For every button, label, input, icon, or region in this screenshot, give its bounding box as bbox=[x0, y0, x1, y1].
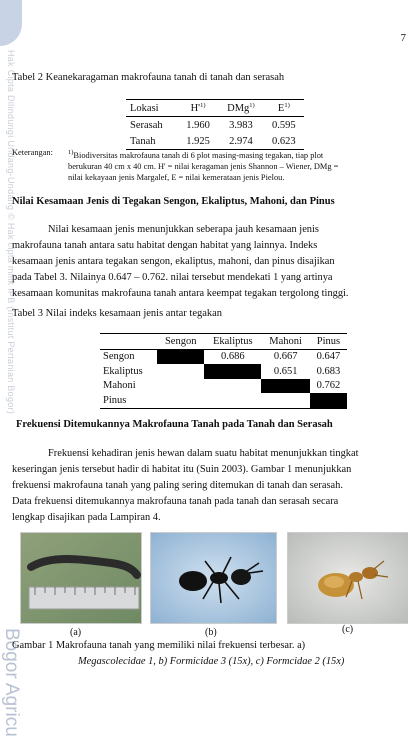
figure-label-c: (c) bbox=[342, 624, 354, 635]
paragraph-line: Data frekuensi ditemukannya makrofauna tanah pada tanah dan serasah secara bbox=[12, 496, 339, 507]
figure-label-a: (a) bbox=[70, 627, 82, 638]
table2-header-cell: Lokasi bbox=[126, 100, 178, 117]
table3-header-cell: Sengon bbox=[157, 334, 204, 350]
table2-header-cell: DMg$^{1)}$ bbox=[218, 100, 263, 117]
table2-header-row bbox=[126, 100, 304, 117]
table-row bbox=[100, 364, 347, 379]
watermark-side-text: Hak Cipta Dilindungi Undang-Undang © Hak cipta milik IPB (Institut Pertanian Bogor) bbox=[6, 50, 16, 415]
table-cell: 1.925 bbox=[178, 133, 218, 150]
figure1-caption bbox=[12, 638, 406, 670]
table-row-label: Mahoni bbox=[103, 380, 136, 392]
redacted-cell bbox=[261, 379, 309, 394]
table-cell bbox=[157, 379, 204, 394]
figure-label-b: (b) bbox=[205, 627, 217, 638]
table-cell: 3.983 bbox=[229, 119, 253, 131]
table-row bbox=[100, 349, 347, 364]
page-number: 7 bbox=[400, 32, 406, 44]
table-cell: 1.960 bbox=[186, 119, 210, 131]
paragraph-line: lengkap disajikan pada Lampiran 4. bbox=[12, 512, 161, 523]
table-row-label: Sengon bbox=[103, 351, 135, 363]
table2-note-line: berukuran 40 cm x 40 cm. H' = nilai keragaman jenis Shannon – Wiener, DMg = bbox=[68, 162, 339, 171]
paragraph-line: frekuensi makrofauna tanah yang paling sering ditemukan di tanah dan serasah. bbox=[12, 480, 343, 491]
table-row bbox=[100, 379, 347, 394]
table3-header-cell: Mahoni bbox=[261, 334, 309, 350]
table2-note-line: Biodiversitas makrofauna tanah di 6 plot masing-masing tegakan, tiap plot bbox=[73, 151, 324, 160]
table-cell: 0.683 bbox=[316, 365, 341, 377]
table-cell: 0.667 bbox=[273, 351, 298, 363]
watermark-big-text: Bogor Agricu bbox=[1, 628, 22, 737]
table-cell bbox=[204, 379, 261, 394]
paragraph-line: kesamaan komunitas makrofauna tanah antara keempat tegakan tergolong tinggi. bbox=[12, 288, 349, 299]
table-cell: Serasah bbox=[130, 119, 163, 131]
section-heading-frequency: Frekuensi Ditemukannya Makrofauna Tanah pada Tanah dan Serasah bbox=[16, 419, 333, 430]
table3-header-row bbox=[100, 334, 347, 350]
table-cell: 0.647 bbox=[316, 351, 341, 363]
paragraph-line: Nilai kesamaan jenis menunjukkan seberapa jauh kesamaan jenis bbox=[48, 224, 319, 235]
table-cell: 0.762 bbox=[316, 380, 341, 392]
table3-header-cell: Ekaliptus bbox=[204, 334, 261, 350]
table-cell: 0.651 bbox=[273, 365, 298, 377]
table-row-label: Ekaliptus bbox=[103, 365, 143, 377]
paragraph-line: Frekuensi kehadiran jenis hewan dalam suatu habitat menunjukkan tingkat bbox=[48, 448, 359, 459]
paragraph-line: keseringan jenis tersebut hadir di habitat itu (Suin 2003). Gambar 1 menunjukkan bbox=[12, 464, 352, 475]
table-cell bbox=[261, 393, 309, 408]
photo-ant-black bbox=[150, 532, 277, 624]
figure1-caption-line1: Gambar 1 Makrofauna tanah yang memiliki nilai frekuensi terbesar. a) bbox=[12, 640, 306, 651]
table-row bbox=[126, 117, 304, 134]
table2-header-cell: $E^{1)}$ bbox=[264, 100, 304, 117]
table-cell: 2.974 bbox=[218, 133, 263, 150]
table2 bbox=[126, 99, 304, 150]
photo-ant-amber bbox=[287, 532, 408, 624]
table3 bbox=[100, 333, 347, 409]
table3-header-cell: Pinus bbox=[310, 334, 347, 350]
section1-paragraph bbox=[12, 222, 406, 302]
table-cell: Tanah bbox=[126, 133, 178, 150]
table3-header-cell bbox=[100, 334, 157, 350]
paragraph-line: makrofauna tanah antara satu habitat dengan habitat yang lainnya. Indeks bbox=[12, 240, 318, 251]
paragraph-line: kesamaan jenis antara tegakan sengon, ekaliptus, mahoni, dan pinus disajikan bbox=[12, 256, 335, 267]
table3-caption: Tabel 3 Nilai indeks kesamaan jenis antar tegakan bbox=[12, 308, 223, 319]
table-cell bbox=[204, 393, 261, 408]
figure1-caption-line2: Megascolecidae 1, b) Formicidae 3 (15x), c) Formcidae 2 (15x) bbox=[78, 656, 345, 667]
table2-note: Keterangan: $^{1)}$Biodiversitas makrofauna tanah di 6 plot masing-masing tegakan, tiap plot berukuran 40 cm x 40 cm. H' = nilai keragaman jenis Shannon – Wiener, DMg = nilai kekayaan jenis Margalef, E = nilai kemerataan jenis Pielou. bbox=[12, 147, 408, 183]
table-cell bbox=[157, 393, 204, 408]
redacted-cell bbox=[310, 393, 347, 408]
table-row bbox=[100, 393, 347, 408]
ipb-logo-watermark bbox=[0, 0, 22, 46]
table-cell: 0.623 bbox=[264, 133, 304, 150]
table-row-label: Pinus bbox=[100, 393, 157, 408]
section2-paragraph bbox=[12, 446, 406, 526]
table2-header-cell: $H'^{1)}$ bbox=[178, 100, 218, 117]
redacted-cell bbox=[157, 349, 204, 364]
paragraph-line: pada Tabel 3. Nilainya 0.647 – 0.762. nilai tersebut mendekati 1 yang artinya bbox=[12, 272, 333, 283]
table-cell bbox=[157, 364, 204, 379]
table2-note-line: nilai kekayaan jenis Margalef, E = nilai kemerataan jenis Pielou. bbox=[68, 173, 285, 182]
photo-earthworm bbox=[20, 532, 142, 624]
section-heading-similarity: Nilai Kesamaan Jenis di Tegakan Sengon, Ekaliptus, Mahoni, dan Pinus bbox=[12, 196, 335, 207]
table-cell: 0.595 bbox=[272, 119, 296, 131]
redacted-cell bbox=[204, 364, 261, 379]
table2-caption: Tabel 2 Keanekaragaman makrofauna tanah di tanah dan serasah bbox=[12, 72, 285, 83]
table-cell: 0.686 bbox=[220, 351, 245, 363]
table2-note-label: Keterangan: bbox=[12, 148, 53, 157]
